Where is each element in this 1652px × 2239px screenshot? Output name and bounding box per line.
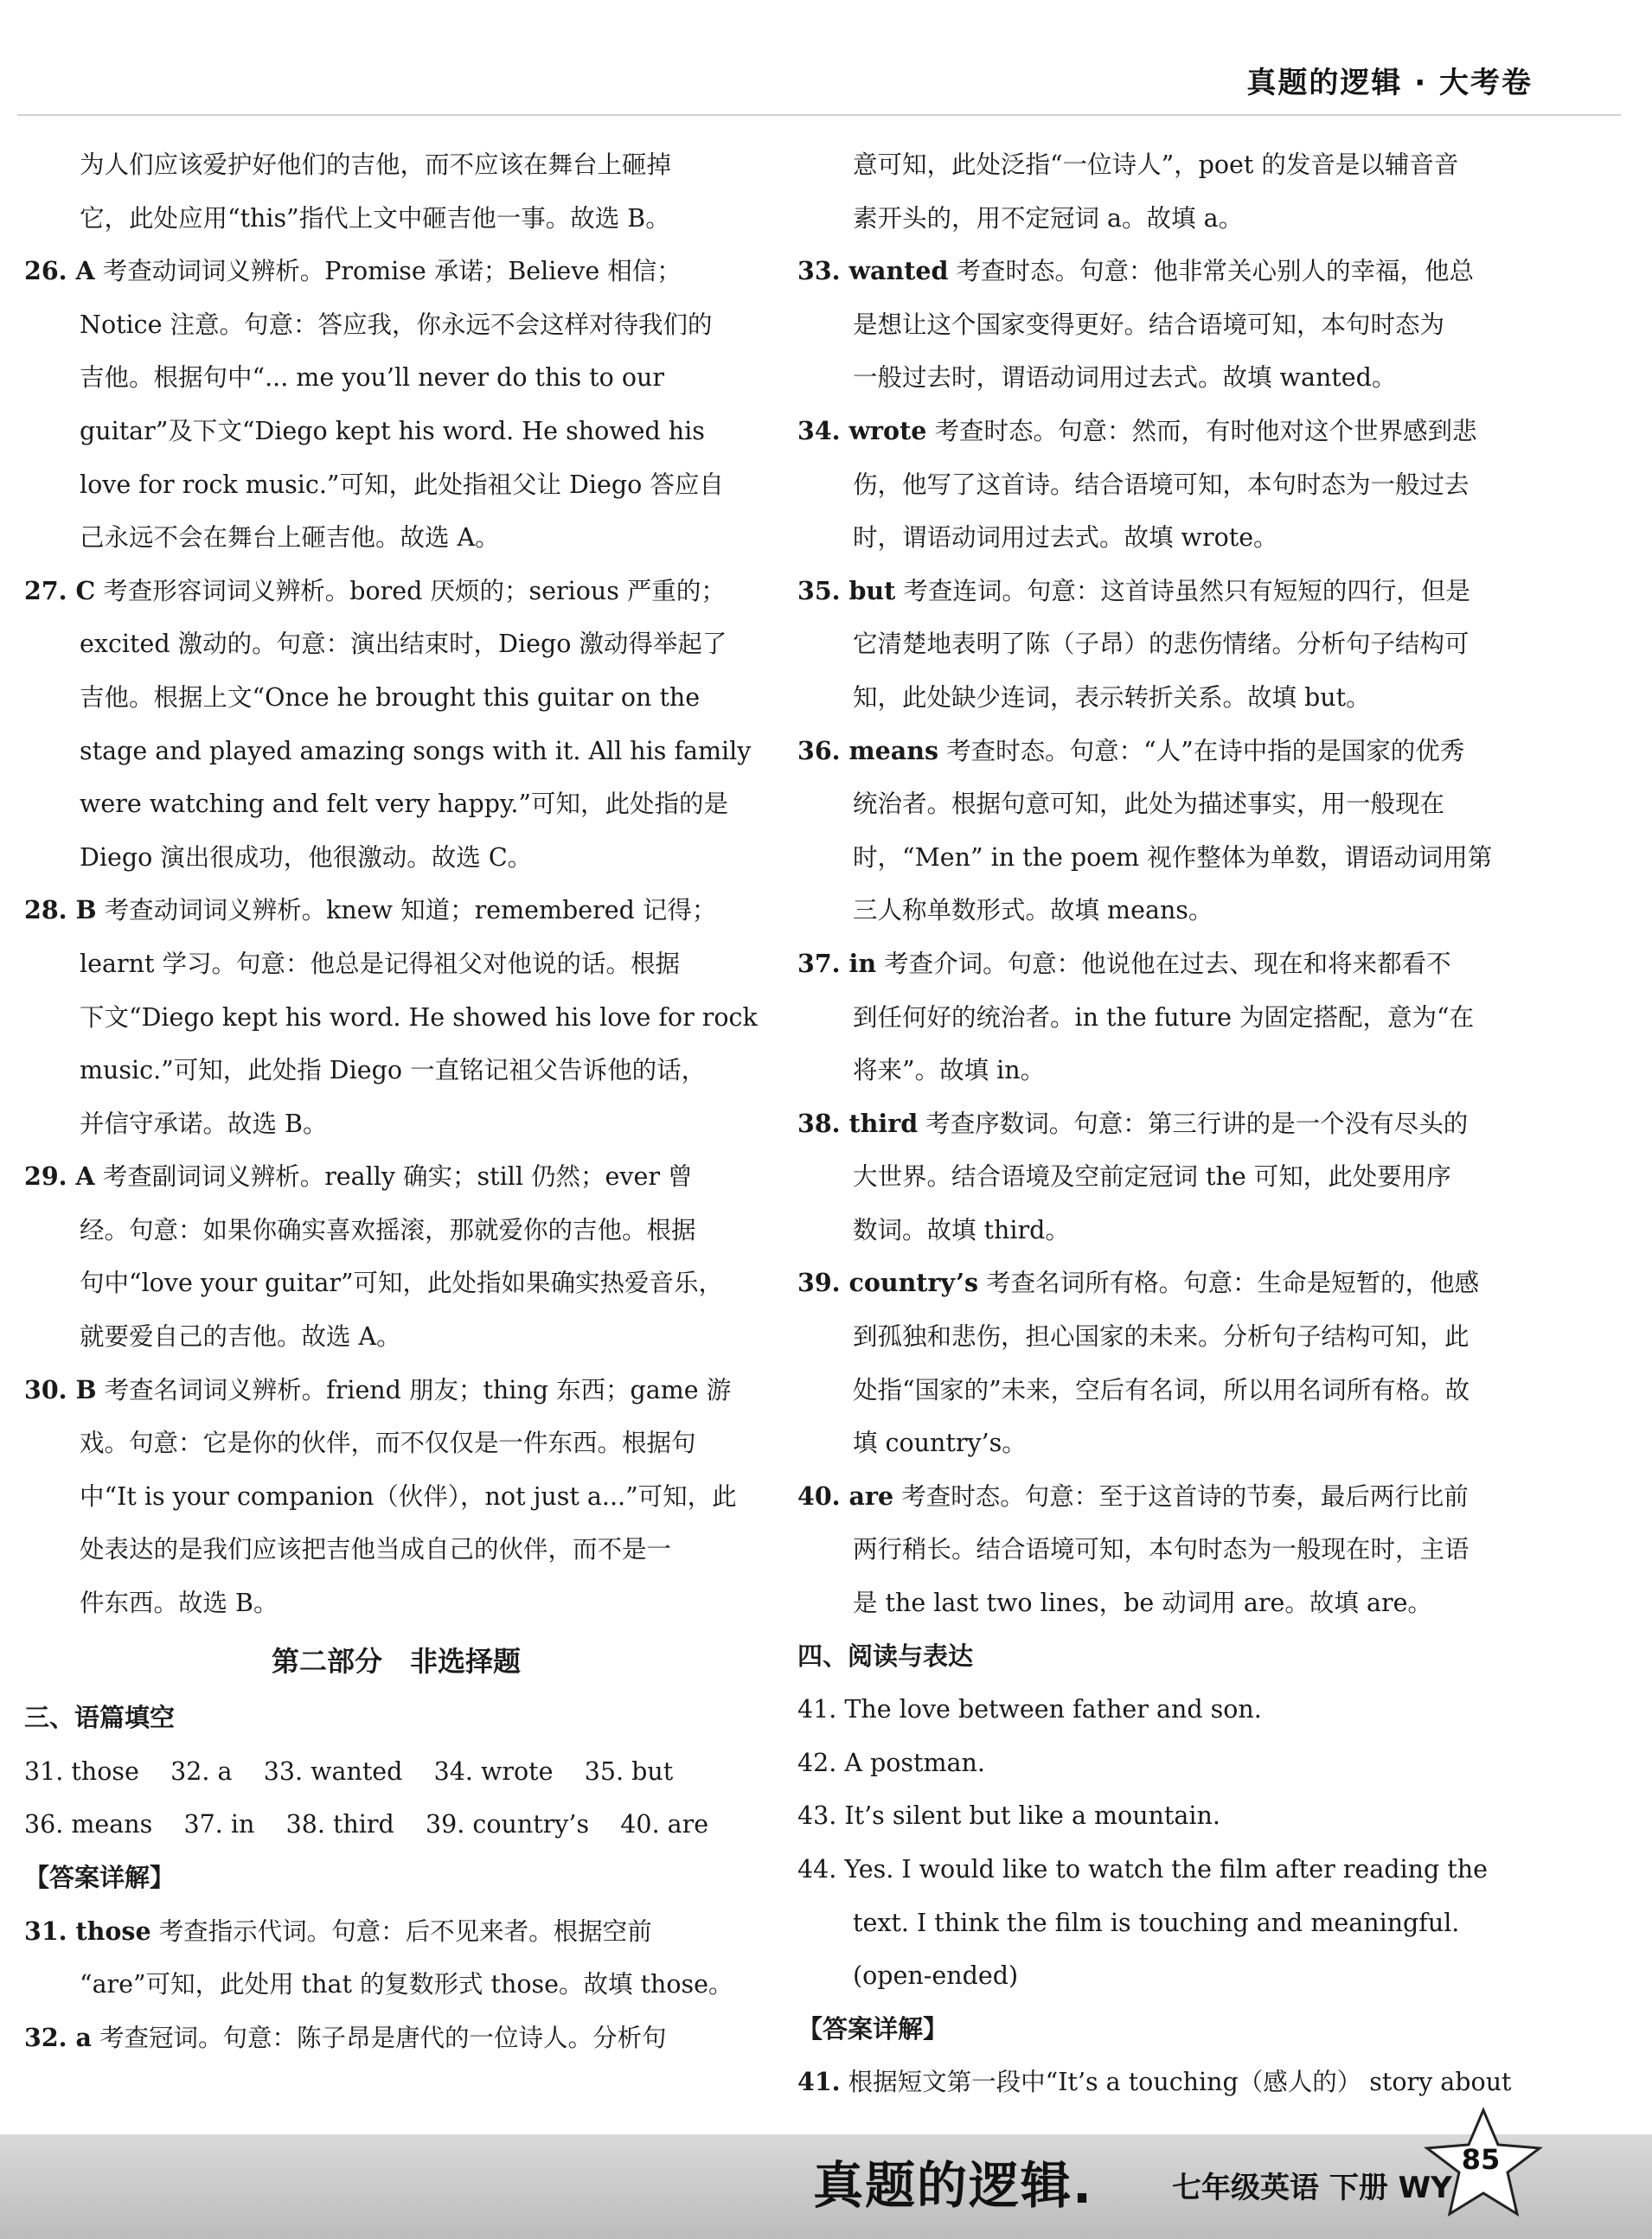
item-number: 28. B (24, 895, 97, 925)
text-line: “are”可知，此处用 that 的复数形式 those。故填 those。 (80, 1970, 733, 1999)
text-line: 考查时态。句意：至于这首诗的节奏，最后两行比前 (901, 1481, 1469, 1511)
answer-item-31 (24, 1905, 768, 2012)
text-line: 两行稍长。结合语境可知，本句时态为一般现在时，主语 (853, 1535, 1470, 1564)
text-line: 为人们应该爱护好他们的吉他，而不应该在舞台上砸掉 (80, 150, 672, 179)
item-number: 26. A (24, 256, 95, 286)
text-line: 考查形容词词义辨析。bored 厌烦的；serious 严重的； (103, 576, 726, 605)
text-line: 考查指示代词。句意：后不见来者。根据空前 (158, 1916, 652, 1946)
answer-item-41-detail (797, 2056, 1541, 2109)
text-line: 考查连词。句意：这首诗虽然只有短短的四行，但是 (903, 576, 1470, 605)
item-number: 35. but (797, 575, 896, 605)
text-line: 大世界。结合语境及空前定冠词 the 可知，此处要用序 (853, 1162, 1451, 1192)
answer-details-heading: 【答案详解】 (797, 2013, 949, 2044)
text-line: 考查名词所有格。句意：生命是短暂的，他感 (986, 1269, 1480, 1298)
item-number: 33. wanted (797, 256, 949, 286)
left-column (24, 138, 768, 2064)
text-line: (open-ended) (853, 1961, 1019, 1991)
text-line: 它清楚地表明了陈（子昂）的悲伤情绪。分析句子结构可 (853, 630, 1470, 659)
answer-key-row: 36. means 37. in 38. third 39. country’s 40. are (24, 1810, 709, 1839)
text-line: guitar”及下文“Diego kept his word. He showed his (80, 416, 705, 445)
answer-item-29 (24, 1150, 768, 1363)
text-line: 三人称单数形式。故填 means。 (853, 896, 1213, 925)
page-header (0, 0, 1652, 104)
text-line: 考查介词。句意：他说他在过去、现在和将来都看不 (884, 949, 1451, 978)
item-number: 31. those (24, 1916, 151, 1946)
header-divider (17, 114, 1621, 116)
text-line: 填 country’s。 (853, 1429, 1027, 1458)
text-line: 就要爱自己的吉他。故选 A。 (80, 1322, 401, 1352)
text-line: 意可知，此处泛指“一位诗人”，poet 的发音是以辅音音 (853, 150, 1459, 179)
text-line: 是想让这个国家变得更好。结合语境可知，本句时态为 (853, 310, 1445, 339)
text-line: 经。句意：如果你确实喜欢摇滚，那就爱你的吉他。根据 (80, 1215, 696, 1244)
item-number: 29. A (24, 1161, 95, 1192)
answer-item-27 (24, 565, 768, 885)
text-line: 伤，他写了这首诗。结合语境可知，本句时态为一般过去 (853, 470, 1470, 499)
text-line: 并信守承诺。故选 B。 (80, 1109, 328, 1138)
footer-subtitle: 七年级英语 下册 WY (1172, 2171, 1452, 2205)
item-number: 34. wrote (797, 415, 927, 445)
text-line: 己永远不会在舞台上砸吉他。故选 A。 (80, 523, 500, 553)
answer-item-40 (797, 1470, 1541, 1630)
answer-details-heading: 【答案详解】 (24, 1863, 176, 1892)
text-line: were watching and felt very happy.”可知，此处指的是 (80, 790, 728, 819)
text-line: Diego 演出很成功，他很激动。故选 C。 (80, 842, 533, 872)
text-line: 考查冠词。句意：陈子昂是唐代的一位诗人。分析句 (99, 2023, 667, 2052)
text-line: 时，谓语动词用过去式。故填 wrote。 (853, 523, 1278, 553)
answer-item-38 (797, 1097, 1541, 1257)
page-footer (0, 2134, 1652, 2239)
item-number: 38. third (797, 1108, 919, 1138)
text-line: love for rock music.”可知，此处指祖父让 Diego 答应自 (80, 470, 724, 499)
part-two-heading: 第二部分 非选择题 (271, 1644, 521, 1678)
item-number: 40. are (797, 1481, 894, 1511)
answer-item-35 (797, 565, 1541, 725)
item-number: 39. country’s (797, 1268, 979, 1298)
text-line: 知，此处缺少连词，表示转折关系。故填 but。 (853, 682, 1371, 712)
text-line: 42. A postman. (797, 1748, 985, 1777)
text-line: 考查时态。句意：“人”在诗中指的是国家的优秀 (946, 736, 1465, 765)
text-line: 考查名词词义辨析。friend 朋友；thing 东西；game 游 (104, 1375, 732, 1404)
text-line: 将来”。故填 in。 (853, 1056, 1046, 1085)
answer-item-26 (24, 245, 768, 565)
text-line: 考查时态。句意：然而，有时他对这个世界感到悲 (934, 416, 1477, 445)
text-line: 统治者。根据句意可知，此处为描述事实，用一般现在 (853, 790, 1445, 819)
text-line: 中“It is your companion（伙伴），not just a...”可知，此 (80, 1481, 737, 1511)
text-line: 下文“Diego kept his word. He showed his love for rock (80, 1002, 758, 1032)
text-line: 考查时态。句意：他非常关心别人的幸福，他总 (956, 257, 1475, 286)
answer-item-34 (797, 405, 1541, 565)
text-line: 是 the last two lines，be 动词用 are。故填 are。 (853, 1589, 1432, 1618)
page-number: 85 (1461, 2143, 1501, 2176)
answer-item-32 (24, 2012, 768, 2065)
text-line: 43. It’s silent but like a mountain. (797, 1801, 1220, 1831)
text-line: 吉他。根据句中“... me you’ll never do this to our (80, 363, 664, 393)
text-line: learnt 学习。句意：他总是记得祖父对他说的话。根据 (80, 949, 680, 978)
text-line: 件东西。故选 B。 (80, 1589, 279, 1618)
text-line: 吉他。根据上文“Once he brought this guitar on the (80, 682, 701, 712)
answer-item-44 (797, 1843, 1541, 2003)
text-line: 一般过去时，谓语动词用过去式。故填 wanted。 (853, 363, 1397, 393)
answer-item-33 (797, 245, 1541, 405)
answer-item-28 (24, 884, 768, 1150)
text-line: 素开头的，用不定冠词 a。故填 a。 (853, 203, 1244, 233)
answer-key-row: 31. those 32. a 33. wanted 34. wrote 35. but (24, 1756, 674, 1786)
answer-item-30 (24, 1364, 768, 1630)
text-line: 时，“Men” in the poem 视作整体为单数，谓语动词用第 (853, 842, 1493, 872)
section-three-heading: 三、语篇填空 (24, 1703, 176, 1733)
item-number: 41. (797, 2067, 841, 2097)
text-line: 句中“love your guitar”可知，此处指如果确实热爱音乐， (80, 1269, 724, 1298)
text-line: 到任何好的统治者。in the future 为固定搭配，意为“在 (853, 1002, 1475, 1032)
item-number: 32. a (24, 2022, 92, 2052)
text-line: 根据短文第一段中“It’s a touching（感人的） story about (848, 2068, 1512, 2097)
text-line: 戏。句意：它是你的伙伴，而不仅仅是一件东西。根据句 (80, 1429, 696, 1458)
text-line: 41. The love between father and son. (797, 1695, 1262, 1724)
text-line: 数词。故填 third。 (853, 1215, 1070, 1244)
answer-item-39 (797, 1257, 1541, 1469)
item-number: 27. C (24, 575, 96, 605)
item-number: 44. (797, 1855, 837, 1884)
answer-item-37 (797, 937, 1541, 1097)
text-line: 考查动词词义辨析。knew 知道；remembered 记得； (104, 896, 717, 925)
text-line: 到孤独和悲伤，担心国家的未来。分析句子结构可知，此 (853, 1322, 1470, 1352)
text-line: 处表达的是我们应该把吉他当成自己的伙伴，而不是一 (80, 1535, 672, 1564)
text-line: 它，此处应用“this”指代上文中砸吉他一事。故选 B。 (80, 203, 670, 233)
text-line: 考查副词词义辨析。really 确实；still 仍然；ever 曾 (102, 1162, 693, 1192)
item-number: 37. in (797, 948, 877, 978)
text-line: stage and played amazing songs with it. All his family (80, 736, 752, 765)
answer-item-36 (797, 725, 1541, 937)
header-title: 真题的逻辑 · 大考卷 (1246, 66, 1533, 100)
text-line: excited 激动的。句意：演出结束时，Diego 激动得举起了 (80, 630, 727, 659)
text-line: 考查动词词义辨析。Promise 承诺；Believe 相信； (102, 257, 682, 286)
section-four-heading: 四、阅读与表达 (797, 1641, 974, 1671)
text-line: text. I think the film is touching and meaningful. (853, 1908, 1460, 1937)
text-line: Notice 注意。句意：答应我，你永远不会这样对待我们的 (80, 310, 713, 339)
item-number: 36. means (797, 735, 939, 765)
footer-brand: 真题的逻辑. (813, 2156, 1094, 2215)
item-number: 30. B (24, 1374, 97, 1404)
text-line: music.”可知，此处指 Diego 一直铭记祖父告诉他的话， (80, 1056, 707, 1085)
text-line: 考查序数词。句意：第三行讲的是一个没有尽头的 (925, 1109, 1469, 1138)
right-column (797, 138, 1541, 2109)
text-line: 处指“国家的”未来，空后有名词，所以用名词所有格。故 (853, 1375, 1470, 1404)
text-line: Yes. I would like to watch the film after reading the (844, 1855, 1488, 1884)
